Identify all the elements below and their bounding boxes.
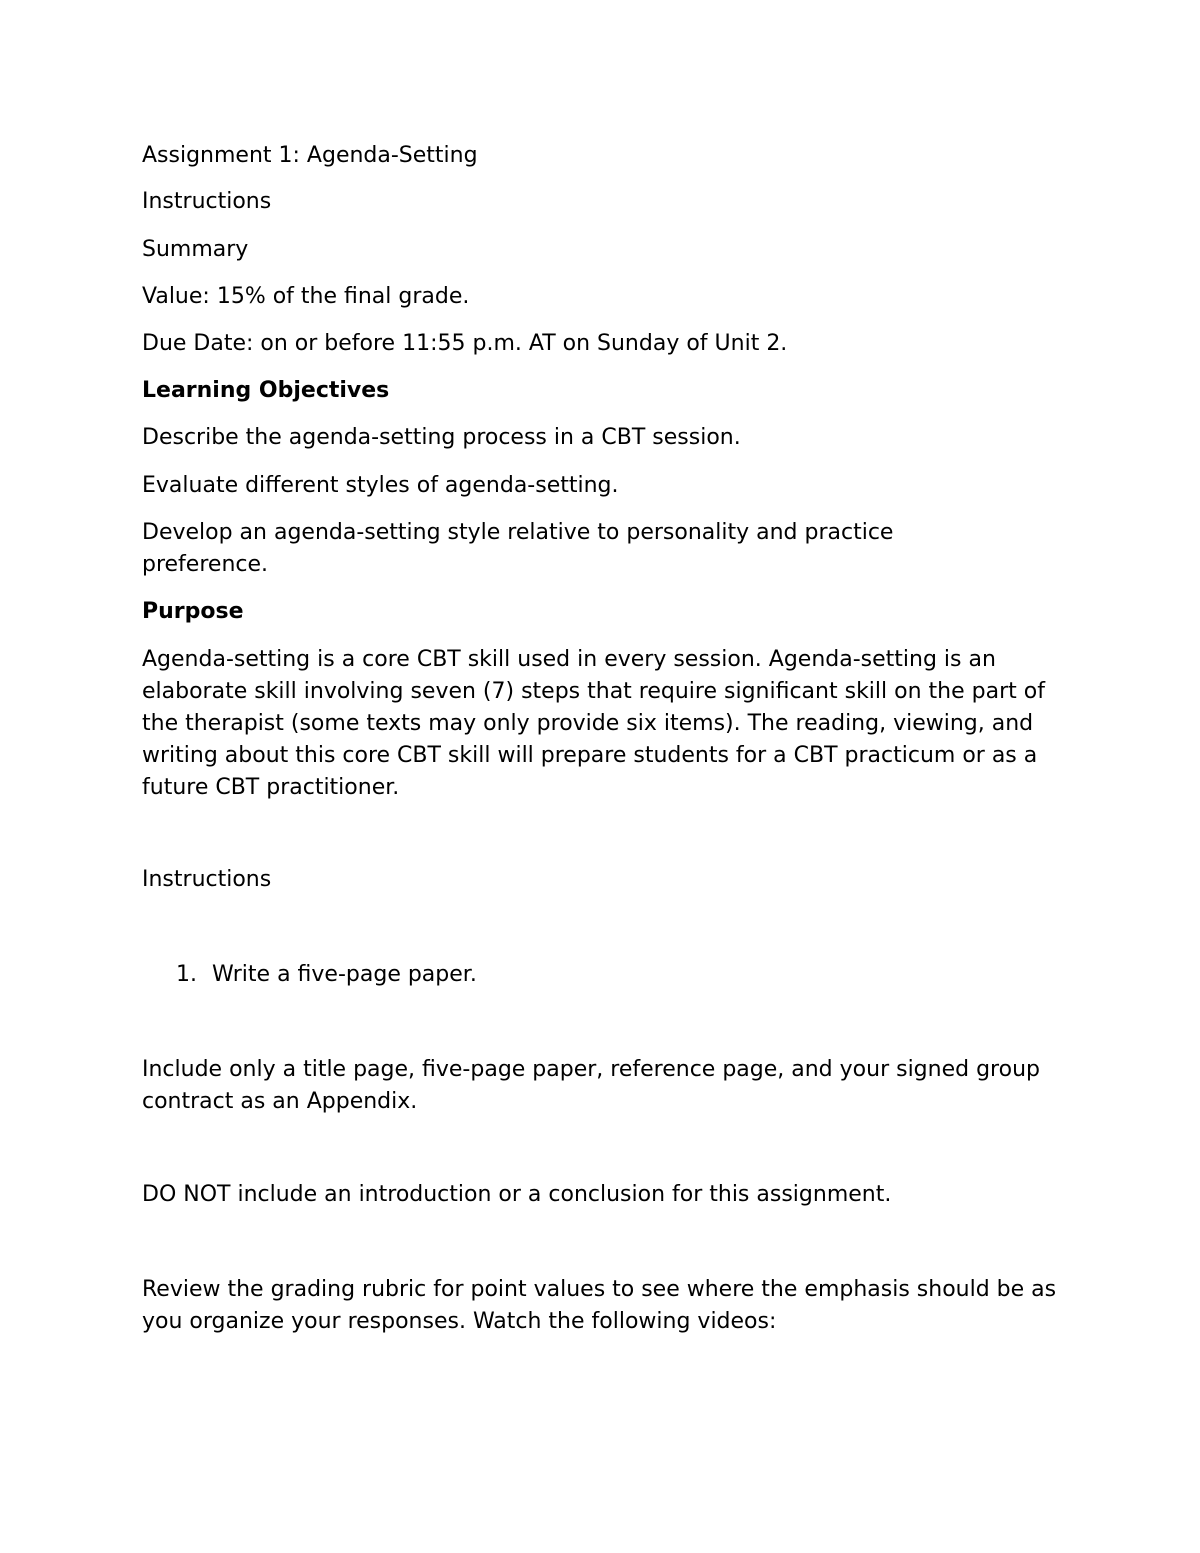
instructions-heading-2: Instructions bbox=[142, 867, 272, 892]
instructions-heading: Instructions bbox=[142, 189, 272, 214]
list-item-text: Write a five-page paper. bbox=[212, 962, 477, 987]
purpose-paragraph: Agenda-setting is a core CBT skill used in every session. Agenda-setting is an elaborate skill involving seven (7) steps that require significant skill on the part of the therapist (some texts may only provide six items). The reading, viewing, and writing about this core CBT skill will prepare students for a CBT practicum or as a future CBT practitioner. bbox=[142, 647, 1045, 800]
do-not-paragraph: DO NOT include an introduction or a conclusion for this assignment. bbox=[142, 1182, 892, 1207]
list-item bbox=[176, 959, 1056, 991]
summary-heading: Summary bbox=[142, 237, 249, 262]
objective-item: Develop an agenda-setting style relative to personality and practice preference. bbox=[142, 520, 894, 577]
review-paragraph: Review the grading rubric for point values to see where the emphasis should be as you organize your responses. Watch the following videos: bbox=[142, 1277, 1057, 1334]
learning-objectives-heading: Learning Objectives bbox=[142, 378, 390, 403]
objective-item: Evaluate different styles of agenda-setting. bbox=[142, 473, 619, 498]
include-paragraph: Include only a title page, five-page paper, reference page, and your signed group contract as an Appendix. bbox=[142, 1057, 1040, 1114]
list-item-number: 1. bbox=[176, 962, 197, 987]
due-date-line: Due Date: on or before 11:55 p.m. AT on Sunday of Unit 2. bbox=[142, 331, 788, 356]
objective-item: Describe the agenda-setting process in a CBT session. bbox=[142, 425, 741, 450]
document-title: Assignment 1: Agenda-Setting bbox=[142, 143, 478, 168]
purpose-heading: Purpose bbox=[142, 599, 244, 624]
value-line: Value: 15% of the final grade. bbox=[142, 284, 470, 309]
